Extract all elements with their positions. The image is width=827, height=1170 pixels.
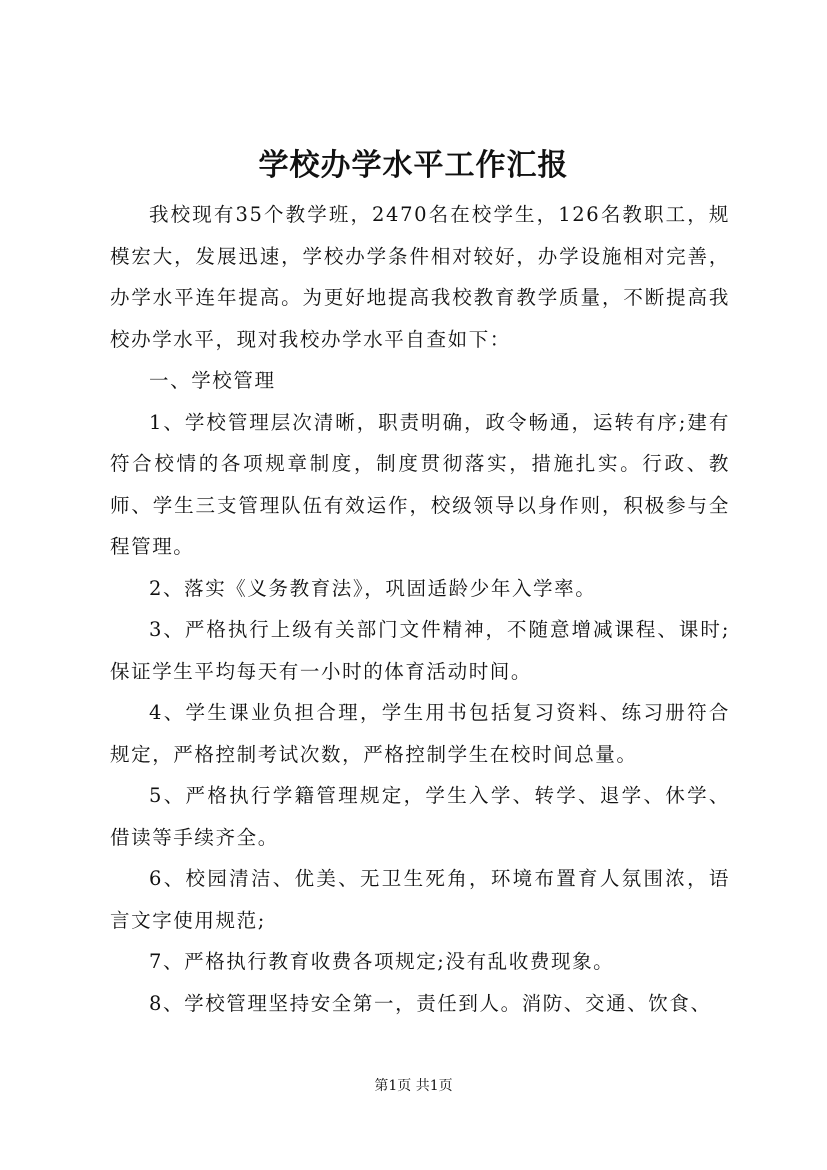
paragraph-item-7: 7、严格执行教育收费各项规定;没有乱收费现象。 <box>149 950 615 973</box>
paragraph-item-5: 5、严格执行学籍管理规定，学生入学、转学、退学、休学、借读等手续齐全。 <box>110 784 730 849</box>
paragraph-item-2: 2、落实《义务教育法》，巩固适龄少年入学率。 <box>149 576 597 600</box>
paragraph-item-1: 1、学校管理层次清晰，职责明确，政令畅通，运转有序;建有符合校情的各项规章制度，制度贯彻落实，措施扎实。行政、教师、学生三支管理队伍有效运作，校级领导以身作则，积极参与全程管理。 <box>110 410 730 558</box>
paragraph-item-6: 6、校园清洁、优美、无卫生死角，环境布置育人氛围浓，语言文字使用规范; <box>110 867 730 932</box>
paragraph-intro: 我校现有35个教学班，2470名在校学生，126名教职工，规模宏大，发展迅速，学校办学条件相对较好，办学设施相对完善，办学水平连年提高。为更好地提高我校教育教学质量，不断提高我校办学水平，现对我校办学水平自查如下： <box>110 203 730 351</box>
document-body <box>110 194 730 1024</box>
section-heading-school-management: 一、学校管理 <box>149 369 276 392</box>
paragraph-item-3: 3、严格执行上级有关部门文件精神，不随意增减课程、课时;保证学生平均每天有一小时的体育活动时间。 <box>110 618 730 683</box>
page-number-footer: 第1页 共1页 <box>374 1078 453 1094</box>
document-title: 学校办学水平工作汇报 <box>258 148 569 183</box>
paragraph-item-8: 8、学校管理坚持安全第一，责任到人。消防、交通、饮食、 <box>149 991 712 1015</box>
paragraph-item-4: 4、学生课业负担合理，学生用书包括复习资料、练习册符合规定，严格控制考试次数，严格控制学生在校时间总量。 <box>110 701 730 766</box>
